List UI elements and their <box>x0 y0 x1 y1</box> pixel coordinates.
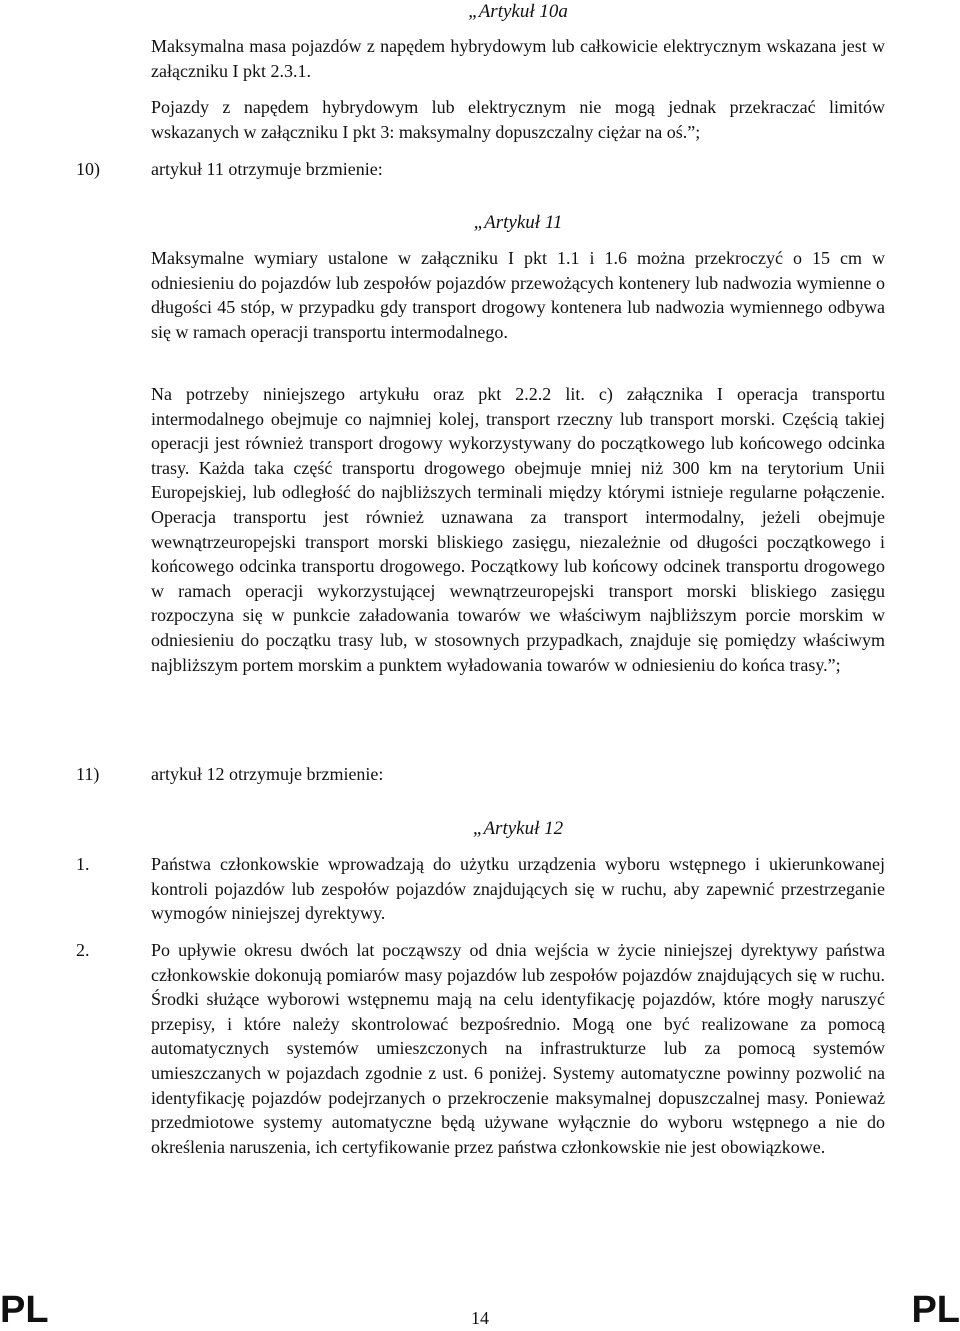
article-10a-title: „Artykuł 10a <box>468 1 568 22</box>
item-10-number: 10) <box>76 159 100 179</box>
article-10a-paragraph-2: Pojazdy z napędem hybrydowym lub elektrycznym nie mogą jednak przekraczać limitów wskazanych w załączniku I pkt 3: maksymalny dopuszczalny ciężar na oś.”; <box>151 97 885 142</box>
article-11-paragraph-1: Maksymalne wymiary ustalone w załączniku I pkt 1.1 i 1.6 można przekroczyć o 15 cm w odniesieniu do pojazdów lub zespołów pojazdów przewożących kontenery lub nadwozia wymienne o długości 45 stóp, w przypadku gdy transport drogowy kontenera lub nadwozia wymiennego odbywa się w ramach operacji transportu intermodalnego. <box>151 248 885 342</box>
footer-language-right: PL <box>911 1289 960 1331</box>
article-12-point-2-number: 2. <box>76 940 90 960</box>
item-11-text: artykuł 12 otrzymuje brzmienie: <box>151 764 384 784</box>
page-number: 14 <box>471 1308 489 1328</box>
item-10-text: artykuł 11 otrzymuje brzmienie: <box>151 159 383 179</box>
article-11-paragraph-2: Na potrzeby niniejszego artykułu oraz pkt 2.2.2 lit. c) załącznika I operacja transportu intermodalnego obejmuje co najmniej kolej, transport rzeczny lub transport morski. Częścią takiej operacji jest również transport drogowy wykorzystywany do początkowego lub końcowego odcinka trasy. Każda taka część transportu drogowego obejmuje mniej niż 300 km na terytorium Unii Europejskiej, lub odległość do najbliższych terminali między którymi istnieje regularne połączenie. Operacja transportu jest również uznawana za transport intermodalny, jeżeli obejmuje wewnątrzeuropejski transport morski bliskiego zasięgu, niezależnie od długości początkowego i końcowego odcinka transportu drogowego. Początkowy lub końcowy odcinek transportu drogowego w ramach operacji wykorzystującej wewnątrzeuropejski transport morski bliskiego zasięgu rozpoczyna się w punkcie załadowania towarów we właściwym najbliższym porcie morskim w odniesieniu do początku trasy lub, w stosownych przypadkach, znajduje się pomiędzy właściwym najbliższym portem morskim a punktem wyładowania towarów w odniesieniu do końca trasy.”; <box>151 384 885 675</box>
article-11-title: „Artykuł 11 <box>473 212 563 233</box>
article-10a-paragraph-1: Maksymalna masa pojazdów z napędem hybrydowym lub całkowicie elektrycznym wskazana jest w załączniku I pkt 2.3.1. <box>151 36 885 81</box>
article-12-point-1-number: 1. <box>76 854 90 874</box>
article-12-point-2-text: Po upływie okresu dwóch lat począwszy od dnia wejścia w życie niniejszej dyrektywy państwa członkowskie dokonują pomiarów masy pojazdów lub zespołów pojazdów znajdujących się w ruchu. Środki służące wyborowi wstępnemu mają na celu identyfikację pojazdów, które mogły naruszyć przepisy, i które należy skontrolować bezpośrednio. Mogą one być realizowane za pomocą automatycznych systemów umieszczonych na infrastrukturze lub za pomocą systemów umieszczanych w pojazdach zgodnie z ust. 6 poniżej. Systemy automatyczne powinny pozwolić na identyfikację pojazdów podejrzanych o przekroczenie maksymalnej dopuszczalnej masy. Ponieważ przedmiotowe systemy automatyczne będą używane wyłącznie do wyboru wstępnego a nie do określenia naruszenia, ich certyfikowanie przez państwa członkowskie nie jest obowiązkowe. <box>151 940 885 1157</box>
item-11-number: 11) <box>76 764 100 784</box>
article-12-point-1-text: Państwa członkowskie wprowadzają do użytku urządzenia wyboru wstępnego i ukierunkowanej kontroli pojazdów lub zespołów pojazdów znajdujących się w ruchu, aby zapewnić przestrzeganie wymogów niniejszej dyrektywy. <box>151 854 885 924</box>
footer-language-left: PL <box>0 1289 49 1331</box>
article-12-title: „Artykuł 12 <box>472 818 564 839</box>
